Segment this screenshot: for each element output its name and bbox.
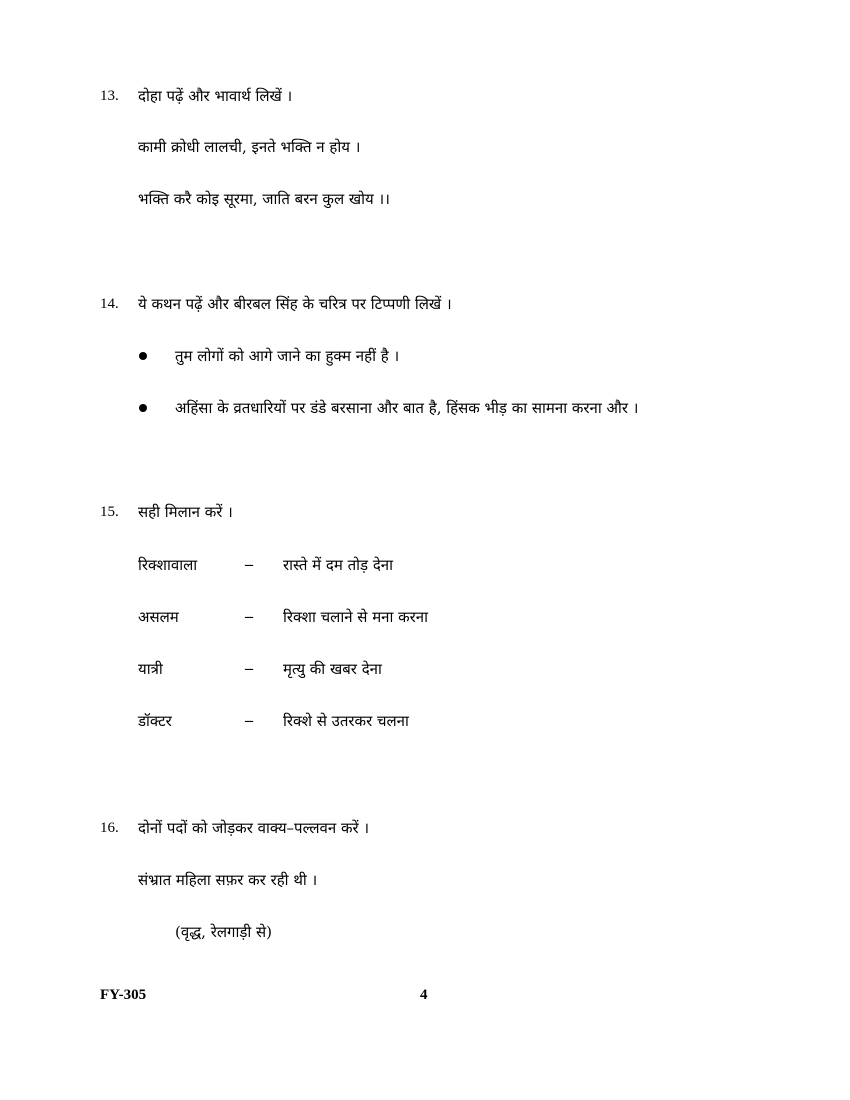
- question-14-number: 14.: [100, 296, 119, 312]
- question-16-prompt: दोनों पदों को जोड़कर वाक्य–पल्लवन करें ।: [138, 819, 370, 837]
- question-15-number: 15.: [100, 504, 119, 520]
- statement-1: तुम लोगों को आगे जाने का हुक्म नहीं है ।: [175, 347, 400, 365]
- question-15-prompt: सही मिलान करें ।: [138, 503, 233, 521]
- match-dash: –: [245, 556, 253, 573]
- paper-code: FY-305: [100, 987, 147, 1003]
- match-left-1: रिक्शावाला: [138, 556, 198, 574]
- question-14-prompt: ये कथन पढ़ें और बीरबल सिंह के चरित्र पर टिप्पणी लिखें ।: [138, 295, 452, 313]
- match-left-4: डॉक्टर: [138, 712, 172, 730]
- doha-line-2: भक्ति करै कोइ सूरमा, जाति बरन कुल खोय ।।: [138, 190, 390, 208]
- match-right-4: रिक्शे से उतरकर चलना: [283, 712, 409, 730]
- doha-line-1: कामी क्रोधी लालची, इनते भक्ति न होय ।: [138, 138, 361, 156]
- question-16-number: 16.: [100, 820, 119, 836]
- question-13-number: 13.: [100, 88, 119, 104]
- match-left-3: यात्री: [138, 660, 163, 678]
- match-dash: –: [245, 608, 253, 625]
- match-right-3: मृत्यु की खबर देना: [283, 660, 382, 678]
- match-dash: –: [245, 712, 253, 729]
- match-left-2: असलम: [138, 608, 179, 626]
- page-number: 4: [420, 987, 428, 1003]
- match-dash: –: [245, 660, 253, 677]
- match-right-2: रिक्शा चलाने से मना करना: [283, 608, 429, 626]
- bullet-icon: [139, 352, 147, 360]
- question-13-prompt: दोहा पढ़ें और भावार्थ लिखें ।: [138, 87, 293, 105]
- expansion-hint: (वृद्ध, रेलगाड़ी से): [175, 923, 273, 941]
- match-right-1: रास्ते में दम तोड़ देना: [283, 556, 394, 574]
- statement-2: अहिंसा के व्रतधारियों पर डंडे बरसाना और बात है, हिंसक भीड़ का सामना करना और ।: [175, 399, 639, 417]
- bullet-icon: [139, 404, 147, 412]
- expansion-sentence: संभ्रात महिला सफ़र कर रही थी ।: [138, 871, 318, 889]
